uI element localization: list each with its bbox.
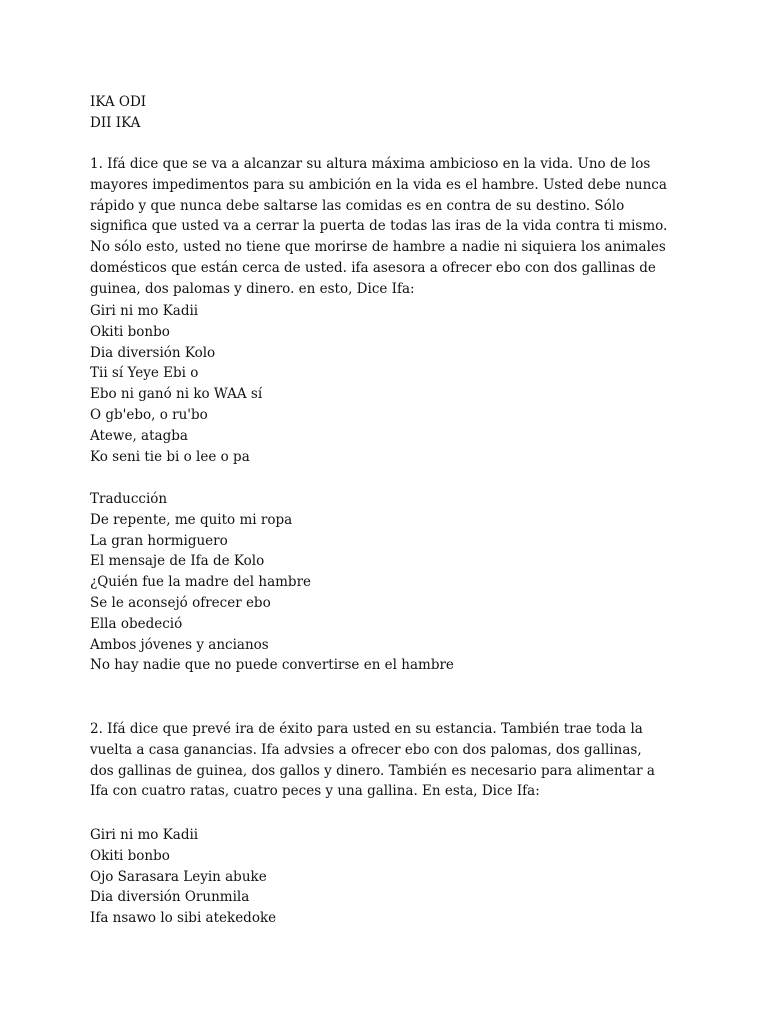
verse-line: Dia diversión Orunmila — [90, 889, 250, 906]
verse-line: Atewe, atagba — [90, 427, 188, 444]
verse-line: Tii sí Yeye Ebi o — [90, 365, 199, 382]
heading-line-1: IKA ODI — [90, 94, 147, 110]
paragraph-text: 1. Ifá dice que se va a alcanzar su altura máxima ambicioso en la vida. Uno de los mayores impedimentos para su ambición en la vida es el hambre. Usted debe nunca rápido y que nunca debe saltarse las comidas es en contra de su destino. Sólo significa que usted va a cerrar la puerta de todas las iras de la vida contra ti mismo. No sólo esto, usted no tiene que morirse de hambre a nadie ni siquiera los animales domésticos que están cerca de usted. ifa asesora a ofrecer ebo con dos gallinas de guinea, dos palomas y dinero. en esto, Dice Ifa: — [90, 156, 668, 297]
translation-line: Ambos jóvenes y ancianos — [90, 636, 269, 653]
section-2-verse — [90, 825, 690, 929]
translation-line: De repente, me quito mi ropa — [90, 511, 293, 528]
translation-line: ¿Quién fue la madre del hambre — [90, 574, 312, 591]
translation-line: Ella obedeció — [90, 615, 183, 632]
section-1-paragraph — [90, 154, 690, 300]
translation-line: El mensaje de Ifa de Kolo — [90, 553, 265, 570]
paragraph-text: 2. Ifá dice que prevé ira de éxito para usted en su estancia. También trae toda la vuelta a casa ganancias. Ifa advsies a ofrecer ebo con dos palomas, dos gallinas, dos gallinas de guinea, dos gallos y dinero. También es necesario para alimentar a Ifa con cuatro ratas, cuatro peces y una gallina. En esta, Dice Ifa: — [90, 721, 655, 800]
section-1-verse — [90, 301, 690, 467]
document-heading — [90, 92, 690, 134]
verse-line: Ebo ni ganó ni ko WAA sí — [90, 386, 263, 403]
heading-line-2: DII IKA — [90, 114, 141, 131]
section-1-translation — [90, 489, 690, 676]
verse-line: Ojo Sarasara Leyin abuke — [90, 868, 267, 885]
verse-line: Ko seni tie bi o lee o pa — [90, 448, 250, 465]
verse-line: Ifa nsawo lo sibi atekedoke — [90, 910, 277, 927]
verse-line: Giri ni mo Kadii — [90, 827, 199, 843]
verse-line: Okiti bonbo — [90, 323, 170, 340]
translation-line: La gran hormiguero — [90, 532, 228, 549]
verse-line: O gb'ebo, o ru'bo — [90, 406, 208, 423]
verse-line: Okiti bonbo — [90, 847, 170, 864]
section-2-paragraph — [90, 719, 690, 802]
translation-heading: Traducción — [90, 491, 168, 507]
translation-line: Se le aconsejó ofrecer ebo — [90, 594, 271, 611]
verse-line: Giri ni mo Kadii — [90, 303, 199, 319]
verse-line: Dia diversión Kolo — [90, 344, 216, 361]
translation-line: No hay nadie que no puede convertirse en el hambre — [90, 657, 454, 674]
